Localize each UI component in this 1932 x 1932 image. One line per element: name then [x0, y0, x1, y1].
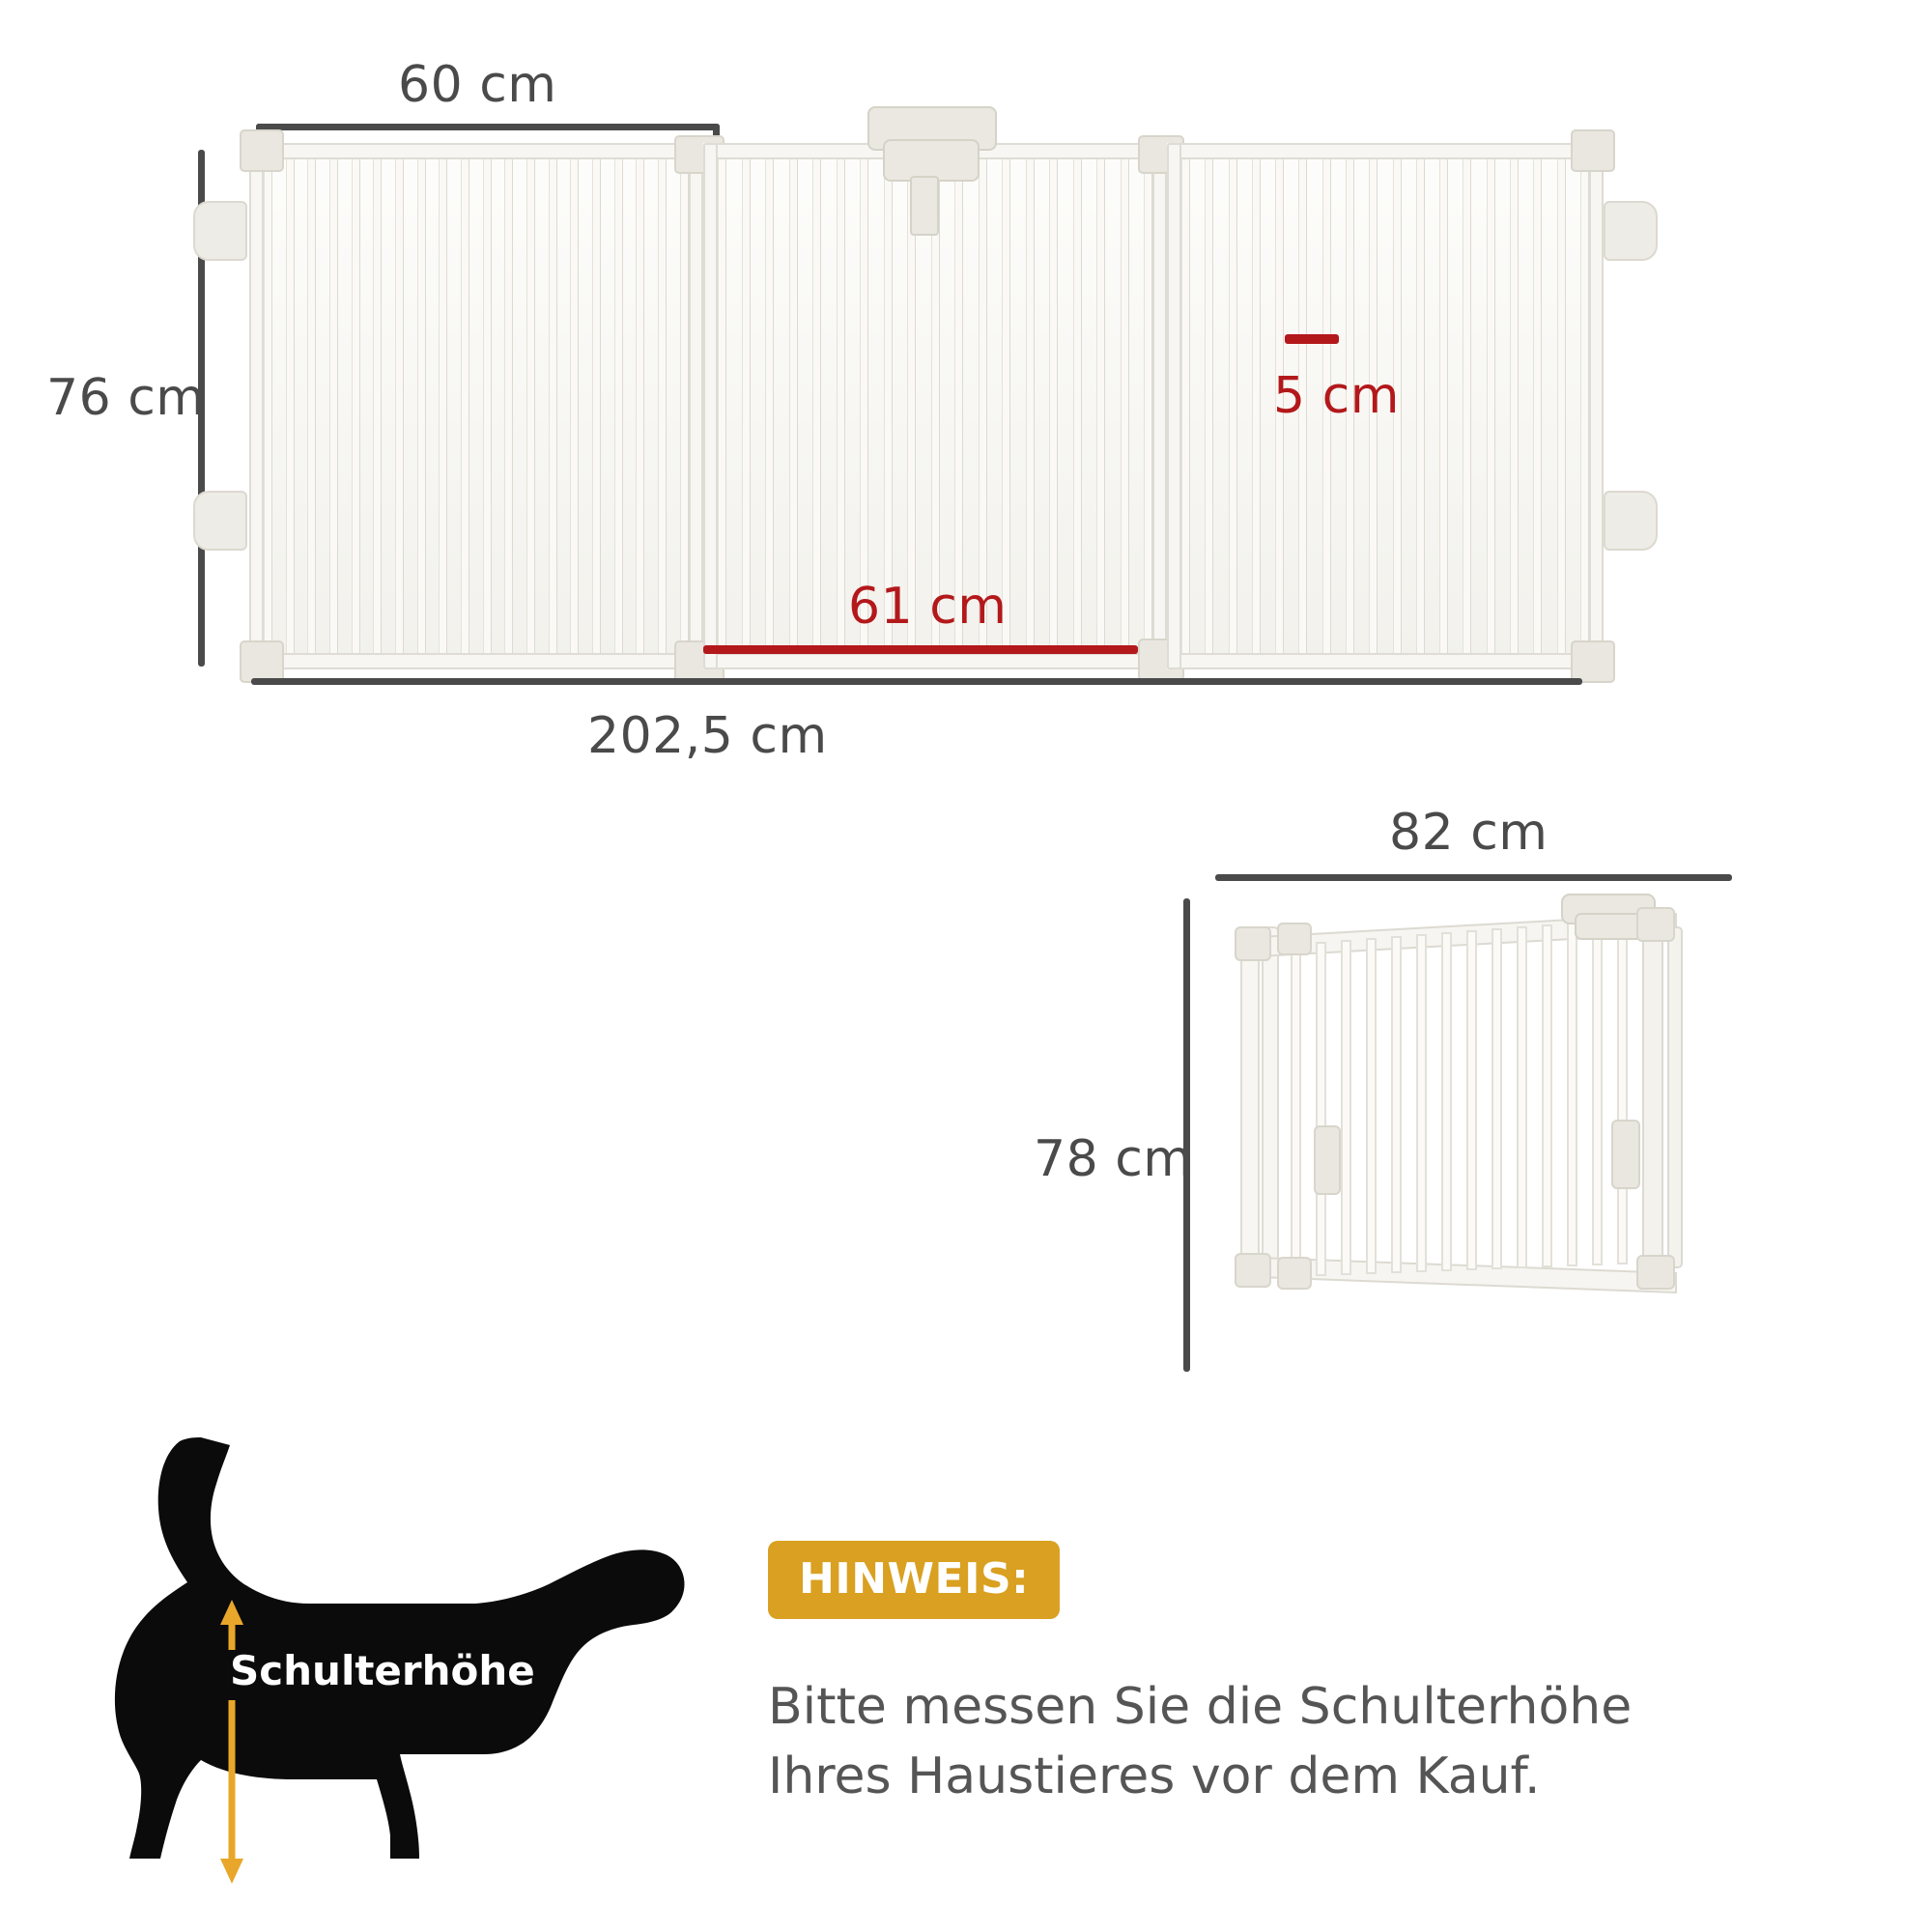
note-badge: HINWEIS: [768, 1541, 1060, 1619]
gate-bar [614, 159, 623, 653]
gate-bar [439, 159, 447, 653]
dimension-rule-door-width [703, 645, 1138, 654]
dimension-rule-bar-gap [1285, 334, 1339, 344]
gate-bar [307, 159, 316, 653]
gate-bar [1121, 159, 1129, 653]
dog-measurement-illustration [87, 1420, 763, 1884]
note-text-line2: Ihres Haustieres vor dem Kauf. [768, 1747, 1541, 1805]
note-text [768, 1673, 1792, 1812]
panel-frame-right [689, 143, 703, 669]
gate-latch-post [910, 176, 939, 236]
gate-panel-left [249, 143, 703, 669]
mount-bracket-right-top [1571, 129, 1615, 172]
mount-bracket-top-left [240, 129, 284, 172]
gate-bar [1229, 159, 1237, 653]
gate-bar [1463, 159, 1471, 653]
mount-bracket-bottom-left [240, 640, 284, 683]
arrow-head-down [220, 1859, 243, 1884]
gate-bar [1487, 159, 1495, 653]
gate-bar [1026, 159, 1035, 653]
gate-bar [658, 159, 667, 653]
panel-right-frame-top [1167, 143, 1604, 159]
gate-bar [1096, 159, 1105, 653]
dimension-label-gate2-height: 78 cm [1034, 1130, 1193, 1188]
gate-bar [742, 159, 751, 653]
dimension-label-panel-width: 60 cm [398, 56, 557, 114]
gate-bar [1144, 159, 1152, 653]
gate-bar [1049, 159, 1058, 653]
gate-bar [1181, 159, 1190, 653]
wall-cup-top-right [1604, 201, 1658, 261]
gate-bar [570, 159, 579, 653]
mount-bracket-right-bottom [1571, 640, 1615, 683]
wall-cup-bottom-right [1604, 491, 1658, 551]
gate-angled-view [1222, 889, 1724, 1372]
gate-bar [765, 159, 774, 653]
door-frame-right [1152, 143, 1167, 669]
gate-bar [1533, 159, 1542, 653]
gate-bar [1416, 159, 1425, 653]
dimension-label-bar-gap: 5 cm [1273, 367, 1400, 425]
dimension-label-total-width: 202,5 cm [587, 707, 828, 765]
gate-bar [461, 159, 469, 653]
gate-bar [1557, 159, 1566, 653]
panel-bars-left [264, 159, 689, 653]
gate-bar [1510, 159, 1519, 653]
wall-cup-top-left [193, 201, 247, 261]
gate-bar [483, 159, 492, 653]
note-text-line1: Bitte messen Sie die Schulterhöhe [768, 1678, 1633, 1736]
gate-bar [1439, 159, 1448, 653]
dimension-rule-gate2-width [1215, 874, 1732, 881]
door-frame-left [703, 143, 718, 669]
gate-bar [812, 159, 821, 653]
gate-bar [837, 159, 845, 653]
panel-frame-left [249, 143, 264, 669]
dimension-rule-panel-width [256, 124, 720, 130]
gate-bar [636, 159, 644, 653]
gate-bar [373, 159, 382, 653]
gate-angled-illustration [1222, 889, 1724, 1372]
note-block [768, 1541, 1792, 1812]
gate-bar [526, 159, 535, 653]
panel-right-frame-right [1589, 143, 1604, 669]
dimension-label-door-width: 61 cm [848, 578, 1008, 636]
gate-bar [1580, 159, 1589, 653]
dimension-label-total-height: 76 cm [46, 369, 206, 427]
wall-cup-bottom-left [193, 491, 247, 551]
gate-bar [417, 159, 426, 653]
gate-bar [789, 159, 798, 653]
panel-right-frame-bottom [1167, 653, 1604, 669]
gate-bar [1205, 159, 1213, 653]
gate-bar [1073, 159, 1082, 653]
panel-frame-bottom [249, 653, 703, 669]
shoulder-height-label: Schulterhöhe [230, 1647, 535, 1694]
gate-bar [286, 159, 295, 653]
panel-right-frame-left [1167, 143, 1181, 669]
gate-bar [1252, 159, 1261, 653]
gate-bar [680, 159, 689, 653]
gate-bar [352, 159, 360, 653]
door-frame-bottom [703, 653, 1167, 669]
gate-bar [718, 159, 726, 653]
gate-bar [549, 159, 557, 653]
dimension-label-gate2-width: 82 cm [1389, 804, 1548, 862]
gate-bar [395, 159, 404, 653]
panel-frame-top [249, 143, 703, 159]
gate-bar [264, 159, 272, 653]
dimension-rule-total-width [251, 678, 1582, 685]
gate-bar [504, 159, 513, 653]
gate-bar [592, 159, 601, 653]
gate-bar [329, 159, 338, 653]
